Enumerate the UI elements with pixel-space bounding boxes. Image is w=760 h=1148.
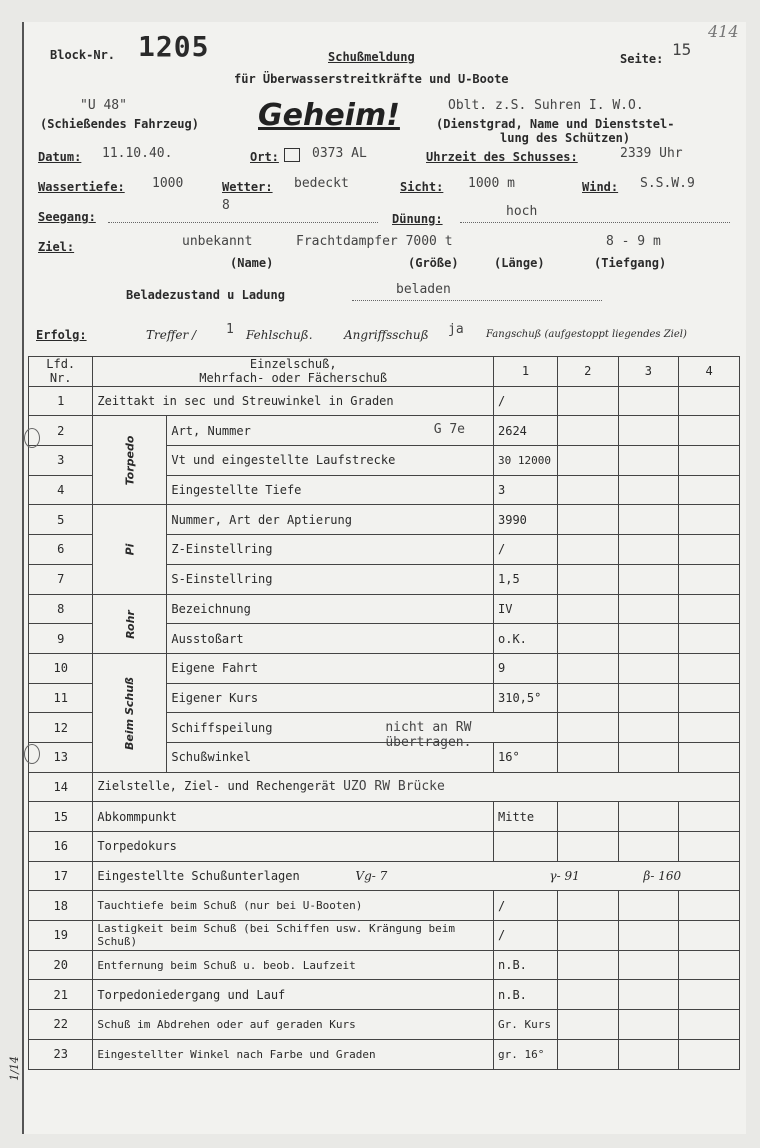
col-header-desc xyxy=(93,357,494,387)
table-row xyxy=(29,891,740,921)
row-value-1 xyxy=(494,832,558,862)
row-value-4 xyxy=(679,713,740,743)
depth-value: 1000 xyxy=(152,176,184,191)
row-value-4 xyxy=(679,950,740,980)
row-value-2 xyxy=(557,683,618,713)
row-desc: Z-Einstellring xyxy=(167,535,494,565)
row-number: 5 xyxy=(29,505,93,535)
row-value-1: Gr. Kurs xyxy=(494,1010,558,1040)
row-value-2 xyxy=(557,475,618,505)
row-value-4 xyxy=(679,386,740,416)
place-value: 0373 AL xyxy=(312,146,367,161)
row-value-4 xyxy=(679,832,740,862)
row-value-2 xyxy=(557,921,618,951)
row-value-2 xyxy=(557,564,618,594)
row-value-2 xyxy=(557,624,618,654)
vessel-value: "U 48" xyxy=(80,98,127,113)
row-value-3 xyxy=(618,416,679,446)
col-header-nr: Lfd. Nr. xyxy=(29,357,93,387)
load-value: beladen xyxy=(396,282,451,297)
row-desc-text: Zielstelle, Ziel- und Rechengerät xyxy=(97,779,336,794)
row-number: 16 xyxy=(29,832,93,862)
row-number: 2 xyxy=(29,416,93,446)
row-value-1: / xyxy=(494,921,558,951)
row-value-3 xyxy=(618,832,679,862)
group-pi-label: Pi xyxy=(123,544,137,556)
row-number: 10 xyxy=(29,653,93,683)
row-number: 7 xyxy=(29,564,93,594)
row-desc: Zeittakt in sec und Streuwinkel in Graden xyxy=(93,386,494,416)
row-number: 17 xyxy=(29,861,93,891)
group-rohr-label: Rohr xyxy=(123,609,137,639)
row-number: 14 xyxy=(29,772,93,802)
sea-dotted-line xyxy=(108,222,378,223)
success-label: Erfolg: xyxy=(36,328,87,342)
row-value-1: 16° xyxy=(494,742,558,772)
row-note: UZO RW Brücke xyxy=(343,779,445,795)
load-dotted-line xyxy=(352,300,602,301)
row-desc: Eingestellte Tiefe xyxy=(167,475,494,505)
page-number: 15 xyxy=(672,40,692,59)
swell-value: hoch xyxy=(506,204,538,219)
row-number: 20 xyxy=(29,950,93,980)
row-value-3 xyxy=(618,446,679,476)
row-value-3 xyxy=(618,891,679,921)
margin-note: 1/14 xyxy=(7,1056,21,1081)
row-value-4 xyxy=(679,683,740,713)
row-value-2 xyxy=(557,832,618,862)
secret-stamp: Geheim! xyxy=(258,98,400,133)
group-rohr xyxy=(93,594,167,653)
row-value-4 xyxy=(679,624,740,654)
row-value-3 xyxy=(618,653,679,683)
weather-value: bedeckt xyxy=(294,176,349,191)
table-row xyxy=(29,802,740,832)
row-desc-text: Art, Nummer xyxy=(171,423,251,438)
col-header-1: 1 xyxy=(494,357,558,387)
table-row xyxy=(29,921,740,951)
row-number: 4 xyxy=(29,475,93,505)
block-label: Block-Nr. xyxy=(50,48,116,62)
table-row xyxy=(29,594,740,624)
row-value-4 xyxy=(679,446,740,476)
punch-hole-icon xyxy=(24,428,40,448)
target-label: Ziel: xyxy=(38,240,75,254)
row-value-3 xyxy=(618,683,679,713)
row-value-1: 3990 xyxy=(494,505,558,535)
row-value-1: / xyxy=(494,891,558,921)
target-draft: 8 - 9 m xyxy=(606,234,661,249)
target-length-label: (Länge) xyxy=(494,256,545,270)
row-value-2 xyxy=(557,446,618,476)
row-desc: Vt und eingestellte Laufstrecke xyxy=(167,446,494,476)
row-number: 23 xyxy=(29,1039,93,1069)
page-label: Seite: xyxy=(620,52,664,66)
place-label: Ort: xyxy=(250,150,279,164)
time-label: Uhrzeit des Schusses: xyxy=(426,150,578,164)
misses-value: 1 xyxy=(226,322,234,337)
attack-label: Angriffsschuß xyxy=(344,328,429,342)
table-row xyxy=(29,980,740,1010)
row-desc xyxy=(167,416,494,446)
table-header-row xyxy=(29,357,740,387)
target-draft-label: (Tiefgang) xyxy=(594,256,667,270)
table-row xyxy=(29,950,740,980)
row-value-2 xyxy=(557,1039,618,1069)
vessel-label: (Schießendes Fahrzeug) xyxy=(40,117,199,131)
row-value-2 xyxy=(557,1010,618,1040)
row-desc: Nummer, Art der Aptierung xyxy=(167,505,494,535)
row-value-2 xyxy=(557,535,618,565)
row-desc-text: Schiffspeilung xyxy=(171,720,273,735)
shooter-value: Oblt. z.S. Suhren I. W.O. xyxy=(448,98,644,113)
row-desc: Eingestellter Winkel nach Farbe und Graden xyxy=(93,1039,494,1069)
row-value-3 xyxy=(618,624,679,654)
group-torpedo-label: Torpedo xyxy=(123,435,137,486)
row-value-3 xyxy=(618,950,679,980)
row-value-4 xyxy=(679,653,740,683)
row-desc: Schußwinkel xyxy=(167,742,494,772)
row-value-1: 30 12000 xyxy=(494,446,558,476)
row-note: nicht an RW übertragen. xyxy=(385,720,472,751)
table-row xyxy=(29,416,740,446)
row-value-2 xyxy=(557,742,618,772)
row-number: 19 xyxy=(29,921,93,951)
shooter-label-1: (Dienstgrad, Name und Dienststel- xyxy=(436,117,675,131)
row-value-2 xyxy=(557,950,618,980)
row-value-3 xyxy=(618,564,679,594)
table-row xyxy=(29,1039,740,1069)
row-value-4 xyxy=(679,505,740,535)
row-number: 6 xyxy=(29,535,93,565)
row-value-2 xyxy=(557,713,618,743)
target-size: Frachtdampfer 7000 t xyxy=(296,234,453,249)
group-beim-schuss-label: Beim Schuß xyxy=(123,676,137,750)
row-desc: Eigene Fahrt xyxy=(167,653,494,683)
row-value-4 xyxy=(679,564,740,594)
row-number: 9 xyxy=(29,624,93,654)
row-note: Vg- 7 xyxy=(355,868,388,883)
time-value: 2339 Uhr xyxy=(620,146,683,161)
shot-report-table xyxy=(28,356,740,1070)
load-label: Beladezustand u Ladung xyxy=(126,288,285,302)
row-desc: Schuß im Abdrehen oder auf geraden Kurs xyxy=(93,1010,494,1040)
depth-label: Wassertiefe: xyxy=(38,180,125,194)
table-row xyxy=(29,772,740,802)
row-number: 8 xyxy=(29,594,93,624)
row-desc: Ausstoßart xyxy=(167,624,494,654)
row-value-1: Mitte xyxy=(494,802,558,832)
target-size-label: (Größe) xyxy=(408,256,459,270)
row-note: G 7e xyxy=(433,422,465,438)
row-value-1: / xyxy=(494,535,558,565)
target-name-label: (Name) xyxy=(230,256,274,270)
row-value-4 xyxy=(679,802,740,832)
row-number: 3 xyxy=(29,446,93,476)
row-note-gamma: γ- 91 xyxy=(549,868,580,883)
row-value-2 xyxy=(557,386,618,416)
row-value-2 xyxy=(557,416,618,446)
row-value-4 xyxy=(679,742,740,772)
group-beim-schuss xyxy=(93,653,167,772)
row-value-4 xyxy=(679,980,740,1010)
row-number: 15 xyxy=(29,802,93,832)
row-value-2 xyxy=(557,891,618,921)
row-value-4 xyxy=(679,535,740,565)
row-desc: Torpedokurs xyxy=(93,832,494,862)
row-desc-text: Eingestellte Schußunterlagen xyxy=(97,869,300,884)
row-number: 22 xyxy=(29,1010,93,1040)
punch-hole-icon xyxy=(24,744,40,764)
row-value-3 xyxy=(618,535,679,565)
catch-label: Fangschuß (aufgestoppt liegendes Ziel) xyxy=(486,329,687,340)
row-value-3 xyxy=(618,802,679,832)
row-value-4 xyxy=(679,1039,740,1069)
row-value-3 xyxy=(618,980,679,1010)
row-value-3 xyxy=(618,505,679,535)
row-value-1: 2624 xyxy=(494,416,558,446)
form-title: Schußmeldung xyxy=(328,50,415,64)
row-value-1: 9 xyxy=(494,653,558,683)
row-value-3 xyxy=(618,713,679,743)
col-header-desc-line2: Mehrfach- oder Fächerschuß xyxy=(199,371,388,386)
table-row xyxy=(29,653,740,683)
row-desc: Tauchtiefe beim Schuß (nur bei U-Booten) xyxy=(93,891,494,921)
sea-value: 8 xyxy=(222,198,230,213)
row-number: 21 xyxy=(29,980,93,1010)
row-number: 1 xyxy=(29,386,93,416)
row-desc: S-Einstellring xyxy=(167,564,494,594)
row-value-2 xyxy=(557,505,618,535)
form-subtitle: für Überwasserstreitkräfte und U-Boote xyxy=(234,72,509,86)
row-value-3 xyxy=(618,742,679,772)
table-row xyxy=(29,1010,740,1040)
row-value-4 xyxy=(679,1010,740,1040)
group-pi xyxy=(93,505,167,594)
swell-dotted-line xyxy=(460,222,730,223)
row-value-4 xyxy=(679,475,740,505)
wind-value: S.S.W.9 xyxy=(640,176,695,191)
attack-value: ja xyxy=(448,322,464,337)
row-value-2 xyxy=(557,594,618,624)
table-row xyxy=(29,386,740,416)
row-desc: Abkommpunkt xyxy=(93,802,494,832)
row-value-1: IV xyxy=(494,594,558,624)
col-header-3: 3 xyxy=(618,357,679,387)
row-value-1: 310,5° xyxy=(494,683,558,713)
date-label: Datum: xyxy=(38,150,82,164)
row-value-1: 3 xyxy=(494,475,558,505)
swell-label: Dünung: xyxy=(392,212,443,226)
block-number: 1205 xyxy=(138,30,210,63)
row-desc: Torpedoniedergang und Lauf xyxy=(93,980,494,1010)
row-value-3 xyxy=(618,921,679,951)
row-value-3 xyxy=(618,594,679,624)
row-number: 11 xyxy=(29,683,93,713)
row-value-1: / xyxy=(494,386,558,416)
row-value-1: 1,5 xyxy=(494,564,558,594)
row-desc xyxy=(93,772,740,802)
row-value-2 xyxy=(557,653,618,683)
group-torpedo xyxy=(93,416,167,505)
sea-label: Seegang: xyxy=(38,210,96,224)
target-name: unbekannt xyxy=(182,234,253,249)
row-desc: Lastigkeit beim Schuß (bei Schiffen usw. Krängung beim Schuß) xyxy=(93,921,494,951)
row-value-2 xyxy=(557,980,618,1010)
row-number: 12 xyxy=(29,713,93,743)
col-header-2: 2 xyxy=(557,357,618,387)
table-row xyxy=(29,505,740,535)
row-value-2 xyxy=(557,802,618,832)
row-desc: Entfernung beim Schuß u. beob. Laufzeit xyxy=(93,950,494,980)
row-desc xyxy=(167,713,558,751)
row-number: 13 xyxy=(29,742,93,772)
hits-label: Treffer / xyxy=(146,328,197,342)
row-value-4 xyxy=(679,594,740,624)
row-value-3 xyxy=(618,1039,679,1069)
row-value-4 xyxy=(679,921,740,951)
grid-square-icon xyxy=(284,148,300,162)
date-value: 11.10.40. xyxy=(102,146,173,161)
row-desc xyxy=(93,861,740,891)
row-value-4 xyxy=(679,891,740,921)
table-row xyxy=(29,832,740,862)
misses-label: Fehlschuß. xyxy=(246,328,313,342)
row-value-3 xyxy=(618,386,679,416)
row-value-3 xyxy=(618,1010,679,1040)
shooter-label-2: lung des Schützen) xyxy=(500,131,631,145)
row-value-1: n.B. xyxy=(494,980,558,1010)
row-value-1: n.B. xyxy=(494,950,558,980)
wind-label: Wind: xyxy=(582,180,619,194)
row-number: 18 xyxy=(29,891,93,921)
row-value-1: o.K. xyxy=(494,624,558,654)
visibility-label: Sicht: xyxy=(400,180,444,194)
row-desc: Bezeichnung xyxy=(167,594,494,624)
table-row xyxy=(29,861,740,891)
row-value-4 xyxy=(679,416,740,446)
row-desc: Eigener Kurs xyxy=(167,683,494,713)
row-value-1: gr. 16° xyxy=(494,1039,558,1069)
row-note-beta: β- 160 xyxy=(643,868,682,883)
page-note: 414 xyxy=(708,22,739,41)
weather-label: Wetter: xyxy=(222,180,273,194)
visibility-value: 1000 m xyxy=(468,176,515,191)
col-header-4: 4 xyxy=(679,357,740,387)
row-value-3 xyxy=(618,475,679,505)
col-header-desc-line1: Einzelschuß, xyxy=(249,357,337,372)
